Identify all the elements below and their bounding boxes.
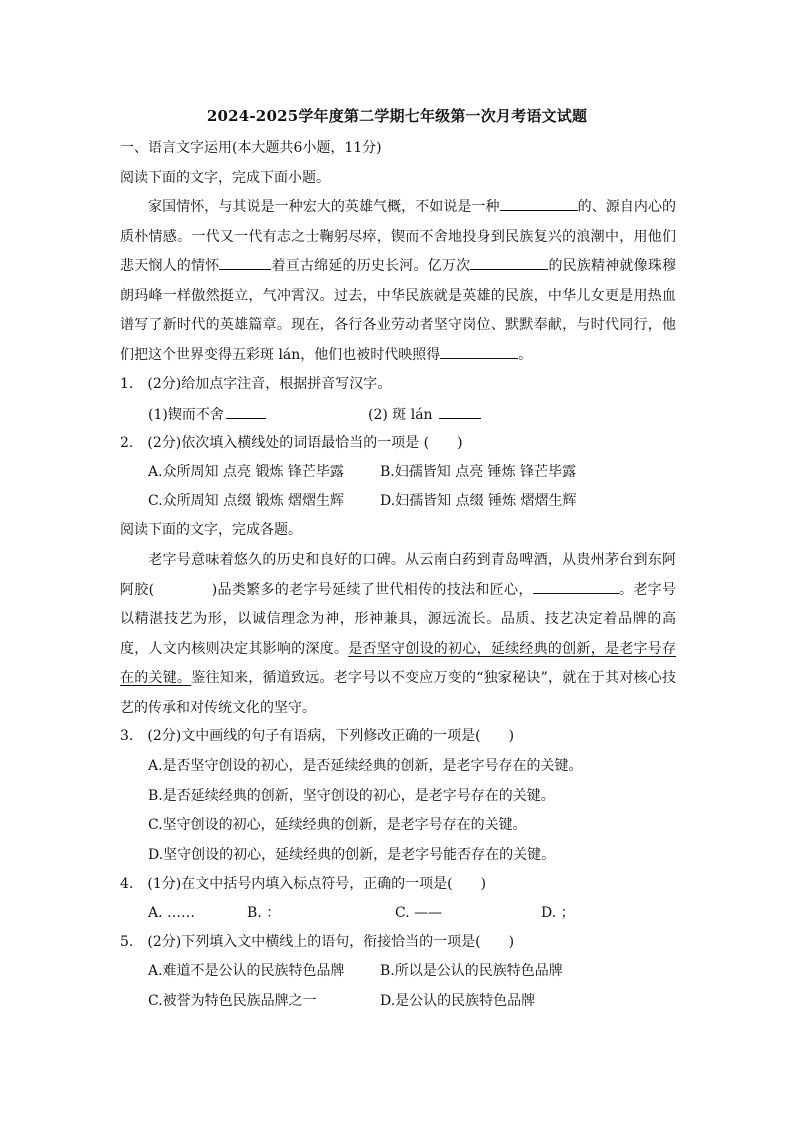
reading-instruction-1: 阅读下面的文字，完成下面小题。: [120, 170, 330, 186]
question-2-option-d: D.妇孺皆知 点缀 锤炼 熠熠生辉: [380, 493, 577, 509]
exam-title: 2024-2025学年度第二学期七年级第一次月考语文试题: [206, 107, 588, 125]
question-5-option-b: B.所以是公认的民族特色品牌: [380, 963, 563, 979]
passage-1-part-c: 着亘古绵延的历史长河。亿万次: [271, 258, 471, 274]
passage-2-part-a: 老字号意味着悠久的历史和良好的口碑。从云南白药到青岛啤酒，从贵州茅台到东阿阿胶( )品类繁多的老字号延续了世代相传的技法和匠心，: [120, 552, 676, 598]
question-4-option-a: A. ……: [148, 905, 196, 921]
answer-blank: [219, 255, 271, 270]
question-4-option-c: C. ——: [395, 905, 443, 921]
question-2-stem: 2. (2分)依次填入横线处的词语最恰当的一项是 ( ): [120, 435, 463, 451]
question-3-option-a: A.是否坚守创设的初心，是否延续经典的创新，是老字号存在的关键。: [148, 758, 583, 774]
question-1-part-a: (1)锲而不舍: [148, 404, 266, 425]
passage-1-part-b: 的、源自内心的质朴情感。一代又一代有志之士鞠躬尽瘁，锲而不舍地投身到民族复兴的浪潮中，用他们悲天悯人的情怀: [120, 199, 677, 274]
question-1-part-b: (2) 斑 lán: [368, 404, 481, 425]
underlined-sentence: 是否坚守创设的初心，延续经典的创新，是老字号存在的关键。: [120, 640, 677, 686]
question-1-stem: 1. (2分)给加点字注音，根据拼音写汉字。: [120, 376, 392, 392]
question-5-stem: 5. (2分)下列填入文中横线上的语句，衔接恰当的一项是( ): [120, 934, 515, 950]
reading-instruction-2: 阅读下面的文字，完成各题。: [120, 522, 302, 538]
passage-1: [120, 193, 676, 370]
section-heading: 一、语言文字运用(本大题共6小题，11分): [120, 140, 382, 156]
answer-blank: [470, 255, 548, 270]
answer-blank: [440, 344, 518, 359]
passage-2-part-b: 。老字号以精湛技艺为形，以诚信理念为神，形神兼具，源远流长。品质、技艺决定着品牌的高度，人文内核则决定其影响的深度。: [120, 581, 676, 657]
passage-1-part-d: 的民族精神就像珠穆朗玛峰一样傲然挺立，气冲霄汉。过去，中华民族就是英雄的民族，中华儿女更是用热血谱写了新时代的英雄篇章。现在，各行各业劳动者坚守岗位、默默奉献，与时代同行，他们把这个世界变得五彩斑 lán，他们也被时代映照得: [120, 258, 677, 363]
question-4-option-b: B. ：: [247, 905, 281, 921]
answer-blank: [226, 404, 266, 419]
question-3-stem: 3. (2分)文中画线的句子有语病，下列修改正确的一项是( ): [120, 728, 515, 744]
question-2-option-a: A.众所周知 点亮 锻炼 锋芒毕露: [148, 464, 344, 480]
question-5-option-a: A.难道不是公认的民族特色品牌: [148, 963, 345, 979]
question-5-option-c: C.被誉为特色民族品牌之一: [148, 993, 317, 1009]
question-2-option-c: C.众所周知 点缀 锻炼 熠熠生辉: [148, 493, 345, 509]
question-2-option-b: B.妇孺皆知 点亮 锤炼 锋芒毕露: [380, 464, 577, 480]
answer-blank: [533, 579, 619, 594]
question-5-option-d: D.是公认的民族特色品牌: [380, 993, 536, 1009]
passage-1-part-a: 家国情怀，与其说是一种宏大的英雄气概，不如说是一种: [148, 199, 500, 215]
question-4-option-d: D. ；: [541, 905, 575, 921]
question-3-option-c: C.坚守创设的初心，延续经典的创新，是老字号存在的关键。: [148, 817, 527, 833]
question-3-option-b: B.是否延续经典的创新，坚守创设的初心，是老字号存在的关键。: [148, 788, 555, 804]
passage-1-part-e: 。: [518, 346, 533, 363]
answer-blank: [500, 196, 578, 211]
answer-blank: [439, 404, 481, 419]
passage-2: [120, 546, 676, 723]
question-3-option-d: D.坚守创设的初心，延续经典的创新，是老字号能否存在的关键。: [148, 847, 556, 863]
question-4-stem: 4. (1分)在文中括号内填入标点符号，正确的一项是( ): [120, 876, 487, 892]
passage-2-part-c: 鉴往知来，循道致远。老字号以不变应万变的“独家秘诀”，就在于其对核心技艺的传承和对传统文化的坚守。: [120, 670, 677, 716]
